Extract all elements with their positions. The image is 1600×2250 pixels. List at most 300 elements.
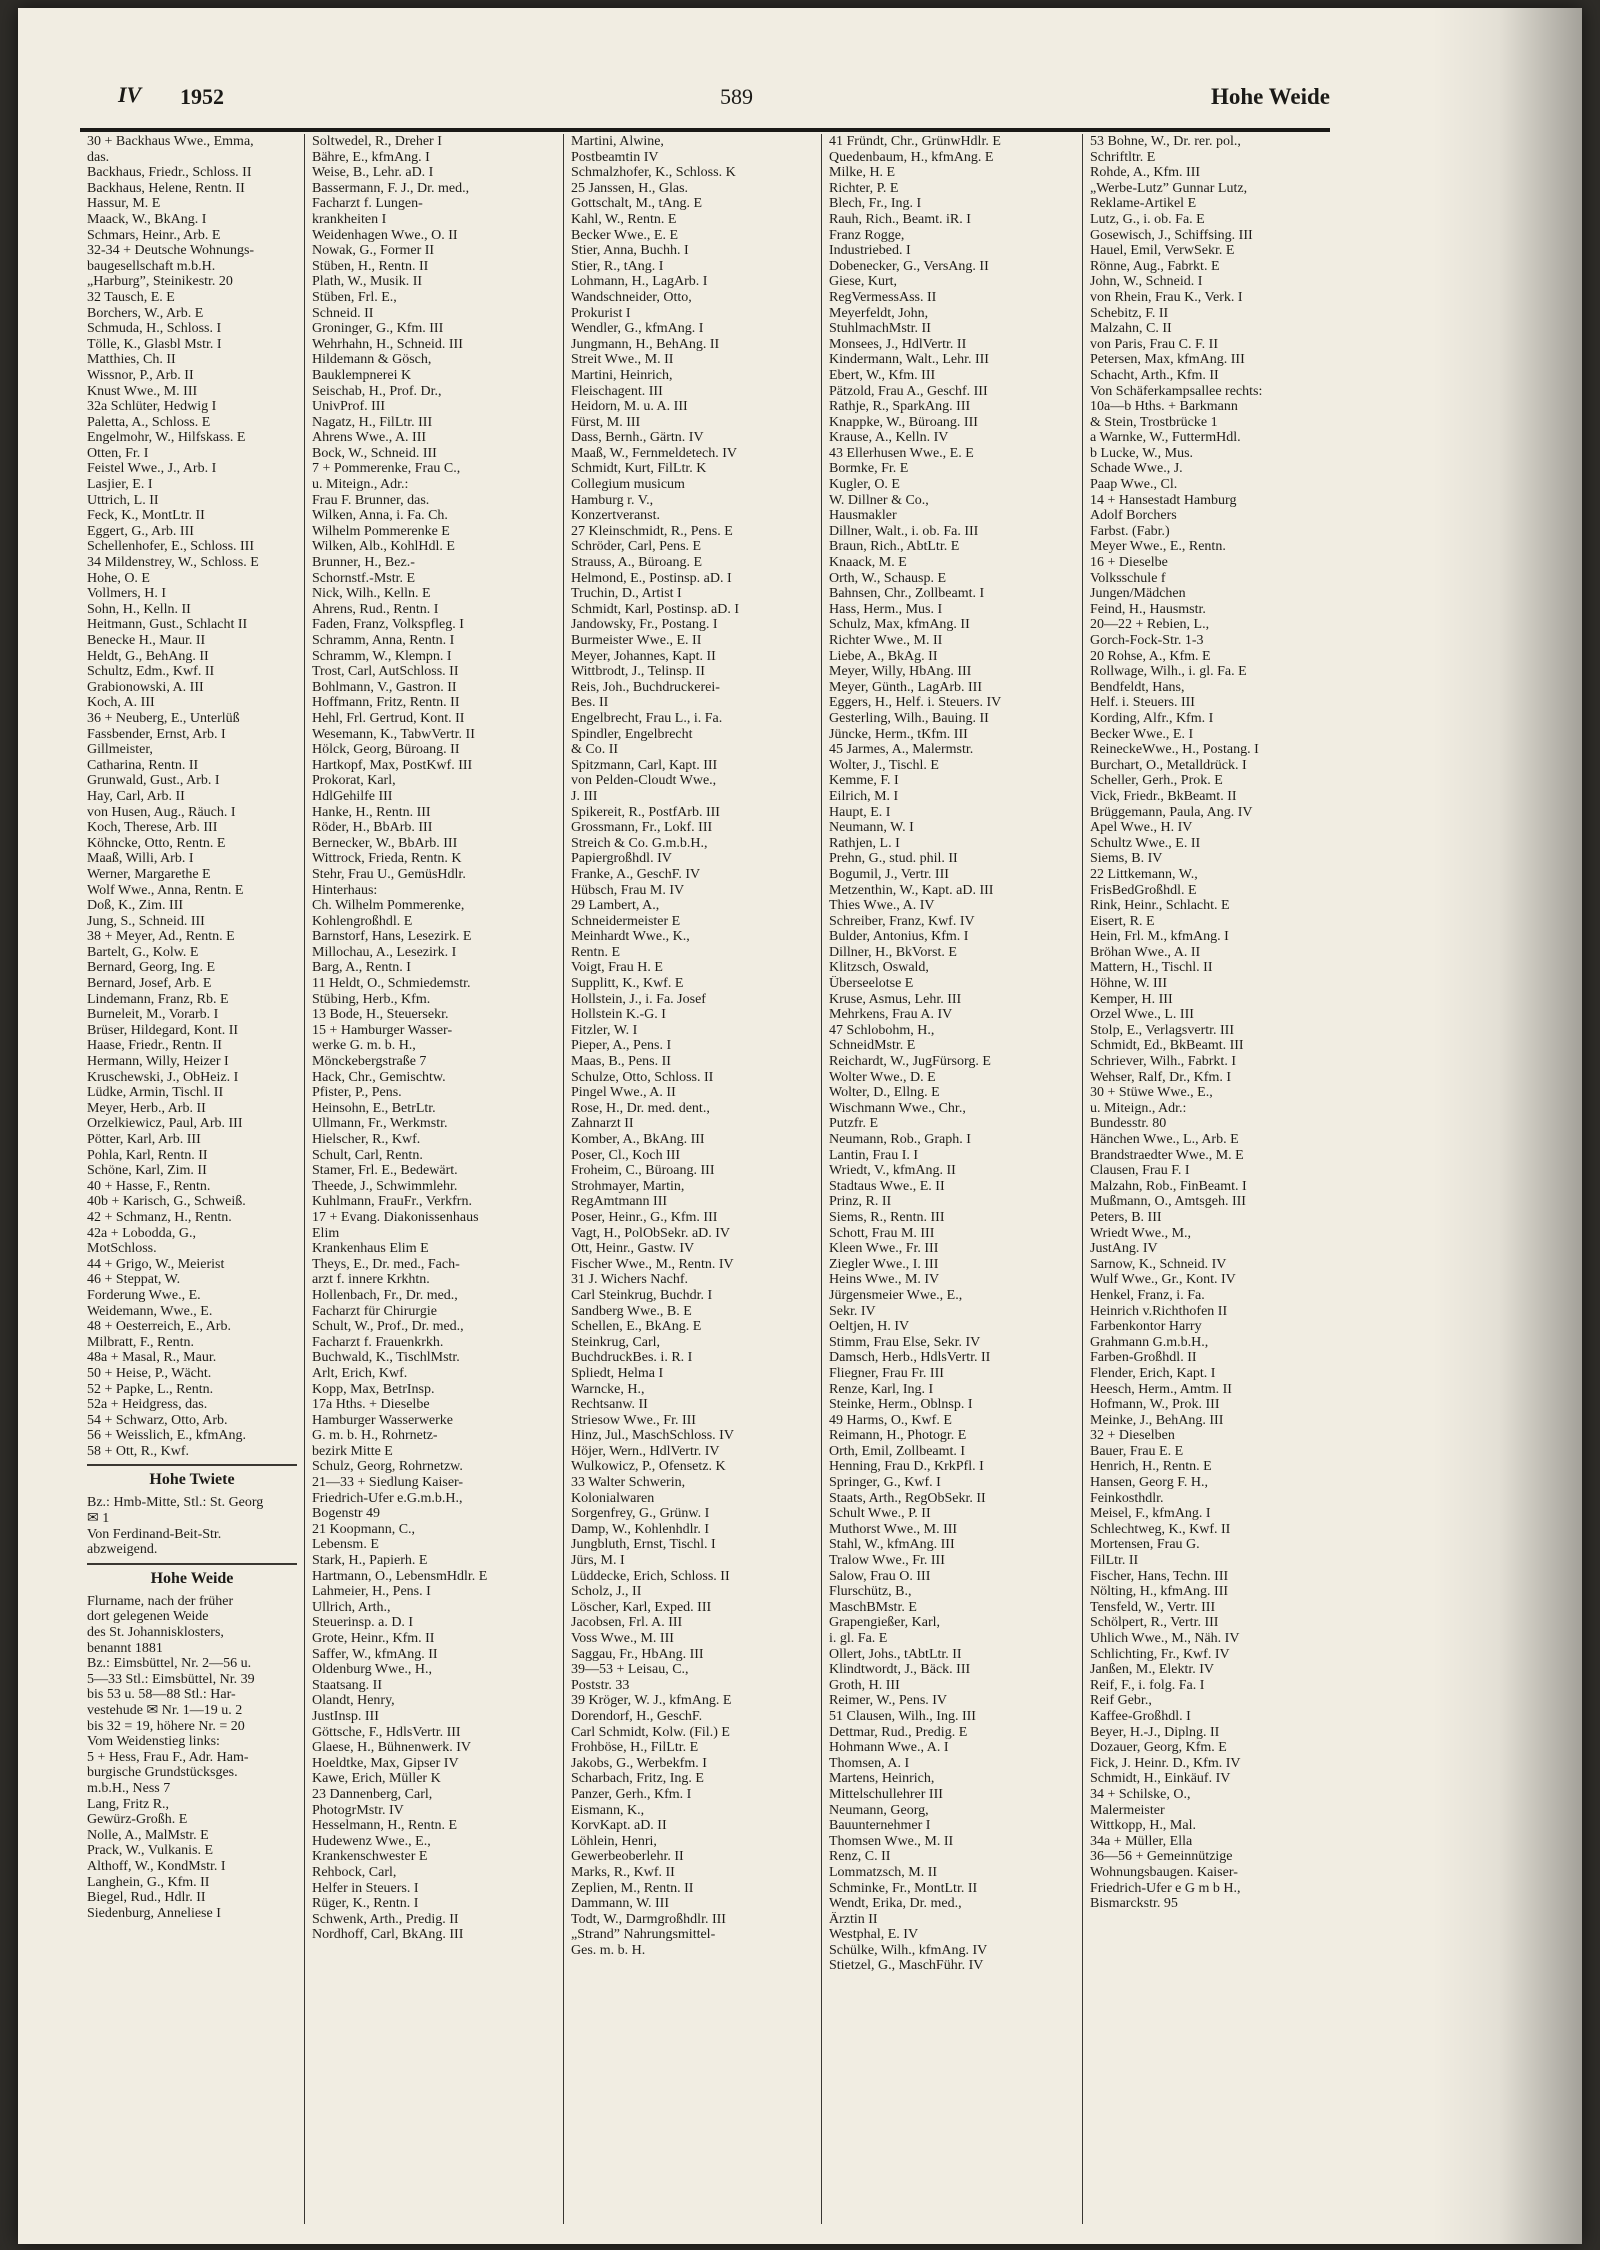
directory-entry-line: Schmidt, Kurt, FilLtr. K <box>571 461 707 477</box>
directory-entry-line: vestehude ✉ Nr. 1—19 u. 2 <box>87 1703 243 1718</box>
directory-page <box>18 8 1582 2244</box>
directory-entry-line: Mattern, H., Tischl. II <box>1090 960 1213 976</box>
directory-entry-line: m.b.H., Ness 7 <box>87 1780 171 1796</box>
directory-entry-line: des St. Johannisklosters, <box>87 1625 224 1641</box>
directory-entry-line: Helf. i. Steuers. III <box>1090 695 1195 711</box>
directory-entry-line: Lutz, G., i. ob. Fa. E <box>1090 211 1205 227</box>
directory-entry-line: Bauklempnerei K <box>312 367 412 383</box>
directory-entry-line: Knappke, W., Büroang. III <box>829 414 978 430</box>
directory-entry-line: 36—56 + Gemeinnützige <box>1090 1849 1233 1865</box>
directory-entry-line: Fischer, Hans, Techn. III <box>1090 1568 1229 1584</box>
directory-entry-line: Bähre, E., kfmAng. I <box>312 149 430 165</box>
directory-entry-line: Farbenkontor Harry <box>1090 1319 1202 1335</box>
directory-entry-line: Burchart, O., Metalldrück. I <box>1090 757 1247 773</box>
directory-entry-line: Hohe, O. E <box>87 570 150 586</box>
directory-entry-line: Stüben, Frl. E., <box>312 289 397 305</box>
directory-entry-line: Lindemann, Franz, Rb. E <box>87 991 229 1007</box>
directory-entry-line: Warncke, H., <box>571 1381 645 1397</box>
directory-entry-line: Bogumil, J., Vertr. III <box>829 866 949 882</box>
directory-entry-line: Richter Wwe., M. II <box>829 633 943 648</box>
directory-entry-line: 20—22 + Rebien, L., <box>1090 617 1210 633</box>
directory-entry-line: Kruse, Asmus, Lehr. III <box>829 991 962 1007</box>
directory-entry-line: Hauel, Emil, VerwSekr. E <box>1090 243 1235 259</box>
directory-entry-line: Meinhardt Wwe., K., <box>571 929 690 945</box>
directory-entry-line: Tensfeld, W., Vertr. III <box>1090 1599 1216 1615</box>
directory-entry-line: Krankenschwester E <box>312 1849 428 1865</box>
directory-entry-line: von Pelden-Cloudt Wwe., <box>571 773 717 789</box>
directory-entry-line: Komber, A., BkAng. III <box>571 1132 705 1147</box>
directory-entry-line: Prehn, G., stud. phil. II <box>829 851 958 867</box>
directory-entry-line: Wendt, Erika, Dr. med., <box>829 1896 962 1912</box>
directory-entry-line: abzweigend. <box>87 1542 158 1558</box>
directory-entry-line: Braun, Rich., AbtLtr. E <box>829 539 960 555</box>
directory-entry-line: Bauer, Frau E. E <box>1090 1443 1184 1459</box>
directory-entry-line: 40 + Hasse, F., Rentn. <box>87 1178 211 1194</box>
directory-entry-line: Friedrich-Ufer e.G.m.b.H., <box>312 1490 463 1506</box>
directory-entry-line: Jürgensmeier Wwe., E., <box>829 1287 963 1303</box>
directory-columns <box>80 134 1342 2224</box>
directory-entry-line: Siems, R., Rentn. III <box>829 1209 945 1225</box>
directory-entry-line: bis 53 u. 58—88 Stl.: Har- <box>87 1687 236 1703</box>
directory-entry-line: Nick, Wilh., Kelln. E <box>312 586 431 602</box>
directory-entry-line: Meyer, Herb., Arb. II <box>87 1100 206 1116</box>
directory-entry-line: 40b + Karisch, G., Schweiß. <box>87 1194 246 1210</box>
directory-entry-line: Renze, Karl, Ing. I <box>829 1381 934 1397</box>
directory-entry-line: HdlGehilfe III <box>312 788 393 804</box>
directory-entry-line: 51 Clausen, Wilh., Ing. III <box>829 1708 976 1724</box>
directory-entry-line: Dillner, H., BkVorst. E <box>829 944 957 960</box>
directory-entry-line: JustInsp. III <box>312 1708 379 1724</box>
directory-entry-line: Schulze, Otto, Schloss. II <box>571 1069 714 1085</box>
directory-entry-line: Matthies, Ch. II <box>87 352 176 368</box>
column-1 <box>80 134 304 2224</box>
directory-entry-line: Feck, K., MontLtr. II <box>87 508 205 524</box>
directory-entry-line: Feistel Wwe., J., Arb. I <box>87 461 217 477</box>
directory-entry-line: Reif Gebr., <box>1090 1693 1152 1709</box>
directory-entry-line: Heldt, G., BehAng. II <box>87 648 209 664</box>
directory-entry-line: Heitmann, Gust., Schlacht II <box>87 617 248 633</box>
directory-entry-line: Gesterling, Wilh., Bauing. II <box>829 710 989 726</box>
directory-entry-line: Malzahn, Rob., FinBeamt. I <box>1090 1178 1247 1194</box>
directory-entry-line: KorvKapt. aD. II <box>571 1818 667 1834</box>
directory-entry-line: Stier, R., tAng. I <box>571 258 664 274</box>
directory-entry-line: 30 + Stüwe Wwe., E., <box>1090 1085 1213 1101</box>
directory-entry-line: Pötter, Karl, Arb. III <box>87 1132 201 1147</box>
directory-entry-line: Fischer Wwe., M., Rentn. IV <box>571 1256 734 1272</box>
directory-entry-line: Kindermann, Walt., Lehr. III <box>829 352 989 368</box>
directory-entry-line: Grote, Heinr., Kfm. II <box>312 1631 435 1646</box>
directory-entry-line: Schramm, W., Klempn. I <box>312 648 452 664</box>
directory-entry-line: Dillner, Walt., i. ob. Fa. III <box>829 523 979 539</box>
column-2 <box>304 134 563 2224</box>
directory-entry-line: 47 Schlobohm, H., <box>829 1022 935 1038</box>
directory-entry-line: Martini, Heinrich, <box>571 367 673 383</box>
directory-entry-line: Neumann, W. I <box>829 820 914 836</box>
directory-entry-line: Schreiber, Franz, Kwf. IV <box>829 913 975 929</box>
directory-entry-line: UnivProf. III <box>312 399 386 415</box>
directory-entry-line: Rüger, K., Rentn. I <box>312 1896 419 1912</box>
directory-entry-line: Thomsen Wwe., M. II <box>829 1833 954 1849</box>
directory-entry-line: Nordhoff, Carl, BkAng. III <box>312 1927 464 1943</box>
directory-entry-line: Becker Wwe., E. E <box>571 227 679 243</box>
directory-entry-line: Heesch, Herm., Amtm. II <box>1090 1381 1232 1397</box>
directory-entry-line: Siems, B. IV <box>1090 851 1163 867</box>
directory-entry-line: Richter, P. E <box>829 180 899 196</box>
directory-entry-line: Mortensen, Frau G. <box>1090 1537 1200 1553</box>
directory-entry-line: „Harburg”, Steinikestr. 20 <box>87 274 233 290</box>
directory-entry-line: Kleen Wwe., Fr. III <box>829 1241 939 1257</box>
directory-entry-line: dort gelegenen Weide <box>87 1609 209 1625</box>
directory-entry-line: Schröder, Carl, Pens. E <box>571 539 702 555</box>
directory-entry-line: Henkel, Franz, i. Fa. <box>1090 1287 1205 1303</box>
directory-entry-line: Zahnarzt II <box>571 1116 634 1132</box>
directory-entry-line: Muthorst Wwe., M. III <box>829 1521 958 1537</box>
directory-entry-line: Schminke, Fr., MontLtr. II <box>829 1880 978 1896</box>
directory-entry-line: Voigt, Frau H. E <box>571 960 663 976</box>
directory-entry-line: burgische Grundstücksges. <box>87 1765 238 1781</box>
directory-entry-line: Maaß, W., Fernmeldetech. IV <box>571 445 738 461</box>
directory-entry-line: Prack, W., Vulkanis. E <box>87 1843 214 1859</box>
directory-entry-line: 39—53 + Leisau, C., <box>571 1662 689 1678</box>
directory-entry-line: Plath, W., Musik. II <box>312 274 423 290</box>
directory-entry-line: Neumann, Rob., Graph. I <box>829 1132 971 1147</box>
directory-entry-line: Pingel Wwe., A. II <box>571 1085 676 1101</box>
directory-entry-line: Vollmers, H. I <box>87 586 167 602</box>
directory-entry-line: Schultz Wwe., E. II <box>1090 835 1201 851</box>
directory-entry-line: Doß, K., Zim. III <box>87 898 184 914</box>
directory-entry-line: Vagt, H., PolObSekr. aD. IV <box>571 1225 731 1241</box>
directory-entry-line: Orth, Emil, Zollbeamt. I <box>829 1443 966 1459</box>
directory-entry-line: Spikereit, R., PostfArb. III <box>571 804 720 820</box>
directory-entry-line: Strohmayer, Martin, <box>571 1178 685 1194</box>
directory-entry-line: Wittbrodt, J., Telinsp. II <box>571 664 705 680</box>
directory-entry-line: Franke, A., GeschF. IV <box>571 866 701 882</box>
directory-entry-line: Göttsche, F., HdlsVertr. III <box>312 1724 461 1740</box>
directory-entry-line: „Strand” Nahrungsmittel- <box>571 1927 716 1943</box>
directory-entry-line: Bismarckstr. 95 <box>1090 1896 1178 1912</box>
directory-entry-line: Bundesstr. 80 <box>1090 1116 1167 1132</box>
directory-entry-line: 58 + Ott, R., Kwf. <box>87 1443 190 1459</box>
directory-entry-line: Lohmann, H., LagArb. I <box>571 274 708 290</box>
directory-entry-line: 32-34 + Deutsche Wohnungs- <box>87 243 255 259</box>
directory-entry-line: Dettmar, Rud., Predig. E <box>829 1724 968 1740</box>
directory-entry-line: Facharzt f. Lungen- <box>312 196 423 212</box>
directory-entry-line: Pfister, P., Pens. <box>312 1085 402 1101</box>
directory-entry-line: Lüddecke, Erich, Schloss. II <box>571 1568 730 1584</box>
directory-entry-line: 41 Fründt, Chr., GrünwHdlr. E <box>829 134 1001 149</box>
directory-entry-line: Klitzsch, Oswald, <box>829 960 929 976</box>
directory-entry-line: Grabionowski, A. III <box>87 679 204 695</box>
directory-entry-line: Kawe, Erich, Müller K <box>312 1771 441 1787</box>
directory-entry-line: Ollert, Johs., tAbtLtr. II <box>829 1646 962 1662</box>
directory-entry-line: 32 Tausch, E. E <box>87 289 175 305</box>
directory-entry-line: Schneidermeister E <box>571 913 681 929</box>
page-gutter-shadow <box>1432 8 1582 2244</box>
directory-entry-line: Feinkosthdlr. <box>1090 1490 1164 1506</box>
directory-entry-line: Steinkrug, Carl, <box>571 1334 661 1350</box>
directory-entry-line: Schmidt, H., Einkäuf. IV <box>1090 1771 1231 1787</box>
directory-entry-line: Lang, Fritz R., <box>87 1796 170 1812</box>
directory-entry-line: Kruschewski, J., ObHeiz. I <box>87 1069 239 1085</box>
directory-entry-line: Marks, R., Kwf. II <box>571 1864 675 1880</box>
directory-entry-line: Schacht, Arth., Kfm. II <box>1090 367 1219 383</box>
directory-entry-line: Brandstraedter Wwe., M. E <box>1090 1147 1244 1163</box>
directory-entry-line: Strauss, A., Büroang. E <box>571 555 703 571</box>
directory-entry-line: benannt 1881 <box>87 1640 163 1656</box>
directory-entry-line: Sandberg Wwe., B. E <box>571 1303 692 1319</box>
directory-entry-line: Löscher, Karl, Exped. III <box>571 1599 712 1615</box>
directory-entry-line: Mittelschullehrer III <box>829 1786 943 1802</box>
directory-entry-line: „Werbe-Lutz” Gunnar Lutz, <box>1090 180 1248 196</box>
directory-entry-line: Schott, Frau M. III <box>829 1225 935 1241</box>
directory-entry-line: Feind, H., Hausmstr. <box>1090 601 1206 617</box>
directory-entry-line: Von Schäferkampsallee rechts: <box>1090 383 1263 399</box>
directory-entry-line: Rose, H., Dr. med. dent., <box>571 1100 710 1116</box>
directory-entry-line: Adolf Borchers <box>1090 508 1177 524</box>
directory-entry-line: Uhlich Wwe., M., Näh. IV <box>1090 1631 1240 1646</box>
directory-entry-line: 17 + Evang. Diakonissenhaus <box>312 1209 479 1225</box>
directory-entry-line: Paletta, A., Schloss. E <box>87 414 211 430</box>
directory-entry-line: Eilrich, M. I <box>829 788 899 804</box>
directory-entry-line: Schellenhofer, E., Schloss. III <box>87 539 255 555</box>
directory-entry-line: Ziegler Wwe., I. III <box>829 1256 939 1272</box>
directory-entry-line: Seischab, H., Prof. Dr., <box>312 383 442 399</box>
directory-entry-line: Althoff, W., KondMstr. I <box>87 1858 226 1874</box>
directory-entry-line: von Paris, Frau C. F. II <box>1090 336 1218 352</box>
directory-entry-line: 48a + Masal, R., Maur. <box>87 1350 217 1366</box>
directory-entry-line: Stehr, Frau U., GemüsHdlr. <box>312 866 466 882</box>
directory-entry-line: Schebitz, F. II <box>1090 305 1169 321</box>
directory-entry-line: Stadtaus Wwe., E. II <box>829 1178 945 1194</box>
directory-entry-line: Saffer, W., kfmAng. II <box>312 1646 438 1662</box>
directory-entry-line: Rehbock, Carl, <box>312 1864 397 1880</box>
directory-entry-line: Orzel Wwe., L. III <box>1090 1007 1194 1023</box>
directory-entry-line: Malermeister <box>1090 1802 1165 1818</box>
directory-entry-line: Maack, W., BkAng. I <box>87 211 207 227</box>
section-divider <box>87 1464 297 1466</box>
directory-entry-line: Rink, Heinr., Schlacht. E <box>1090 898 1230 914</box>
directory-entry-line: Höjer, Wern., HdlVertr. IV <box>571 1443 720 1459</box>
directory-entry-line: Rauh, Rich., Beamt. iR. I <box>829 211 971 227</box>
directory-entry-line: Dozauer, Georg, Kfm. E <box>1090 1740 1227 1756</box>
directory-entry-line: Spindler, Engelbrecht <box>571 726 693 742</box>
directory-entry-line: Giese, Kurt, <box>829 274 898 290</box>
directory-entry-line: Poststr. 33 <box>571 1677 630 1693</box>
directory-entry-line: Klindtwordt, J., Bäck. III <box>829 1662 971 1678</box>
directory-entry-line: 32a Schlüter, Hedwig I <box>87 399 217 415</box>
directory-entry-line: Kolonialwaren <box>571 1490 655 1506</box>
directory-entry-line: Carl Steinkrug, Buchdr. I <box>571 1287 713 1303</box>
directory-entry-line: Dass, Bernh., Gärtn. IV <box>571 430 704 446</box>
directory-entry-line: Benecke H., Maur. II <box>87 633 206 648</box>
directory-entry-line: Schneid. II <box>312 305 374 321</box>
directory-entry-line: Schölpert, R., Vertr. III <box>1090 1615 1219 1631</box>
directory-entry-line: 10a—b Hths. + Barkmann <box>1090 399 1238 415</box>
directory-entry-line: FilLtr. II <box>1090 1553 1139 1569</box>
directory-entry-line: Eismann, K., <box>571 1802 645 1818</box>
directory-entry-line: Rechtsanw. II <box>571 1397 648 1413</box>
directory-entry-line: Gewerbeoberlehr. II <box>571 1849 684 1865</box>
directory-entry-line: i. gl. Fa. E <box>829 1631 888 1646</box>
directory-entry-line: Schlichting, Fr., Kwf. IV <box>1090 1646 1230 1662</box>
directory-entry-line: 52 + Papke, L., Rentn. <box>87 1381 214 1397</box>
directory-entry-line: Paap Wwe., Cl. <box>1090 477 1178 493</box>
directory-entry-line: Hesselmann, H., Rentn. E <box>312 1818 458 1834</box>
directory-entry-line: Trost, Carl, AutSchloss. II <box>312 664 459 680</box>
directory-entry-line: Prinz, R. II <box>829 1194 892 1210</box>
directory-entry-line: Theys, E., Dr. med., Fach- <box>312 1256 460 1272</box>
directory-entry-line: Bes. II <box>571 695 609 711</box>
directory-entry-line: 49 Harms, O., Kwf. E <box>829 1412 952 1428</box>
directory-entry-line: Wissnor, P., Arb. II <box>87 367 194 383</box>
directory-entry-line: 36 + Neuberg, E., Unterlüß <box>87 710 240 726</box>
directory-entry-line: Wriedt Wwe., M., <box>1090 1225 1192 1241</box>
directory-entry-line: Wulkowicz, P., Ofensetz. K <box>571 1459 726 1475</box>
directory-entry-line: Buchwald, K., TischlMstr. <box>312 1350 460 1366</box>
directory-entry-line: Hanke, H., Rentn. III <box>312 804 431 820</box>
directory-entry-line: Schellen, E., BkAng. E <box>571 1319 702 1335</box>
directory-entry-line: Köhncke, Otto, Rentn. E <box>87 835 226 851</box>
directory-entry-line: Wandschneider, Otto, <box>571 289 692 305</box>
directory-entry-line: Ch. Wilhelm Pommerenke, <box>312 898 465 914</box>
directory-entry-line: Krause, A., Kelln. IV <box>829 430 949 446</box>
directory-entry-line: Friedrich-Ufer e G m b H., <box>1090 1880 1241 1896</box>
directory-entry-line: Jüncke, Herm., tKfm. III <box>829 726 968 742</box>
directory-entry-line: Thies Wwe., A. IV <box>829 898 935 914</box>
directory-entry-line: b Lucke, W., Mus. <box>1090 445 1194 461</box>
directory-entry-line: Hübsch, Frau M. IV <box>571 882 685 898</box>
directory-entry-line: Hehl, Frl. Gertrud, Kont. II <box>312 710 465 726</box>
directory-entry-line: Wolter, D., Ellng. E <box>829 1085 940 1101</box>
directory-entry-line: Milke, H. E <box>829 165 896 181</box>
directory-entry-line: Bartelt, G., Kolw. E <box>87 944 199 960</box>
directory-entry-line: Blech, Fr., Ing. I <box>829 196 922 212</box>
directory-entry-line: Lahmeier, H., Pens. I <box>312 1584 431 1600</box>
directory-entry-line: Lebensm. E <box>312 1537 379 1553</box>
directory-entry-line: 34 Mildenstrey, W., Schloss. E <box>87 555 259 571</box>
directory-entry-line: Maaß, Willi, Arb. I <box>87 851 194 867</box>
directory-entry-line: Renz, C. II <box>829 1849 891 1865</box>
directory-entry-line: Nowak, G., Former II <box>312 243 435 259</box>
directory-entry-line: Kohlengroßhdl. E <box>312 913 413 929</box>
directory-entry-line: von Husen, Aug., Räuch. I <box>87 804 236 820</box>
directory-entry-line: Schulz, Max, kfmAng. II <box>829 617 970 633</box>
column-5 <box>1082 134 1342 2224</box>
directory-entry-line: Grunwald, Gust., Arb. I <box>87 773 220 789</box>
directory-entry-line: Flender, Erich, Kapt. I <box>1090 1365 1216 1381</box>
directory-entry-line: Siedenburg, Anneliese I <box>87 1905 221 1921</box>
directory-entry-line: Brüggemann, Paula, Ang. IV <box>1090 804 1253 820</box>
directory-entry-line: Steuerinsp. a. D. I <box>312 1615 414 1631</box>
directory-entry-line: Staatsang. II <box>312 1677 382 1693</box>
directory-entry-line: das. <box>87 149 110 165</box>
directory-entry-line: Neumann, Georg, <box>829 1802 929 1818</box>
directory-entry-line: Weise, B., Lehr. aD. I <box>312 165 434 181</box>
directory-entry-line: Voss Wwe., M. III <box>571 1631 674 1646</box>
directory-entry-line: Kopp, Max, BetrInsp. <box>312 1381 435 1397</box>
directory-entry-line: Todt, W., Darmgroßhdlr. III <box>571 1911 726 1927</box>
directory-entry-line: Spliedt, Helma I <box>571 1365 664 1381</box>
directory-entry-line: BuchdruckBes. i. R. I <box>571 1350 693 1366</box>
directory-entry-line: 20 Rohse, A., Kfm. E <box>1090 648 1211 664</box>
directory-entry-line: Janßen, M., Elektr. IV <box>1090 1662 1215 1678</box>
directory-entry-line: Burmeister Wwe., E. II <box>571 633 702 648</box>
directory-entry-line: Hoeldtke, Max, Gipser IV <box>312 1755 459 1771</box>
directory-entry-line: 11 Heldt, O., Schmiedemstr. <box>312 976 471 992</box>
directory-entry-line: 38 + Meyer, Ad., Rentn. E <box>87 929 235 945</box>
directory-entry-line: von Rhein, Frau K., Verk. I <box>1090 289 1243 305</box>
directory-entry-line: & Stein, Trostbrücke 1 <box>1090 414 1218 430</box>
directory-entry-line: 17a Hths. + Dieselbe <box>312 1397 430 1413</box>
directory-entry-line: Farbst. (Fabr.) <box>1090 523 1170 539</box>
page-number: 589 <box>720 84 753 109</box>
directory-entry-line: Überseelotse E <box>829 976 914 992</box>
directory-entry-line: Grahmann G.m.b.H., <box>1090 1334 1209 1350</box>
directory-entry-line: 29 Lambert, A., <box>571 898 660 914</box>
directory-entry-line: Wesemann, K., TabwVertr. II <box>312 726 475 742</box>
street-section-title: Hohe Weide <box>150 1569 234 1587</box>
directory-entry-line: Backhaus, Friedr., Schloss. II <box>87 165 252 181</box>
directory-entry-line: Höhne, W. III <box>1090 976 1167 992</box>
directory-entry-line: Reklame-Artikel E <box>1090 196 1197 212</box>
directory-entry-line: Fürst, M. III <box>571 414 641 430</box>
directory-entry-line: Franz Rogge, <box>829 227 905 243</box>
directory-entry-line: Tralow Wwe., Fr. III <box>829 1553 945 1569</box>
directory-entry-line: JustAng. IV <box>1090 1241 1158 1257</box>
directory-entry-line: Hollstein K.-G. I <box>571 1007 666 1023</box>
directory-entry-line: 44 + Grigo, W., Meierist <box>87 1256 225 1272</box>
directory-entry-line: 34 + Schilske, O., <box>1090 1786 1191 1802</box>
directory-entry-line: Tölle, K., Glasbl Mstr. I <box>87 336 222 352</box>
directory-entry-line: Frau F. Brunner, das. <box>312 492 430 508</box>
directory-entry-line: Stark, H., Papierh. E <box>312 1553 428 1569</box>
directory-entry-line: Rollwage, Wilh., i. gl. Fa. E <box>1090 664 1247 680</box>
directory-entry-line: Facharzt f. Frauenkrkh. <box>312 1334 444 1350</box>
directory-entry-line: Vick, Friedr., BkBeamt. II <box>1090 788 1237 804</box>
directory-entry-line: Hinterhaus: <box>312 882 378 898</box>
directory-entry-line: Jungmann, H., BehAng. II <box>571 336 720 352</box>
directory-entry-line: Bröhan Wwe., A. II <box>1090 944 1201 960</box>
directory-entry-line: Barnstorf, Hans, Lesezirk. E <box>312 929 472 945</box>
directory-entry-line: Löhlein, Henri, <box>571 1833 657 1849</box>
directory-entry-line: SchneidMstr. E <box>829 1038 916 1054</box>
volume-number: IV <box>118 82 142 107</box>
directory-entry-line: Bohlmann, V., Gastron. II <box>312 679 457 695</box>
directory-entry-line: Jakobs, G., Werbekfm. I <box>571 1755 707 1771</box>
directory-entry-line: 32 + Dieselben <box>1090 1428 1175 1444</box>
directory-entry-line: Pieper, A., Pens. I <box>571 1038 672 1054</box>
directory-entry-line: Hollenbach, Fr., Dr. med., <box>312 1287 458 1303</box>
directory-entry-line: Jungen/Mädchen <box>1090 586 1186 602</box>
directory-entry-line: Industriebed. I <box>829 243 911 259</box>
directory-entry-line: Reis, Joh., Buchdruckerei- <box>571 679 720 695</box>
directory-entry-line: Schmidt, Karl, Postinsp. aD. I <box>571 601 739 617</box>
directory-entry-line: 27 Kleinschmidt, R., Pens. E <box>571 523 733 539</box>
directory-entry-line: Helmond, E., Postinsp. aD. I <box>571 570 732 586</box>
directory-entry-line: Reif, F., i. folg. Fa. I <box>1090 1677 1205 1693</box>
directory-entry-line: Wilhelm Pommerenke E <box>312 523 450 539</box>
directory-entry-line: 5—33 Stl.: Eimsbüttel, Nr. 39 <box>87 1671 255 1687</box>
directory-entry-line: Rentn. E <box>571 944 620 960</box>
directory-entry-line: Reimer, W., Pens. IV <box>829 1693 948 1709</box>
directory-entry-line: Putzfr. E <box>829 1116 878 1132</box>
directory-entry-line: Brüser, Hildegard, Kont. II <box>87 1022 239 1038</box>
directory-entry-line: 56 + Weisslich, E., kfmAng. <box>87 1428 246 1444</box>
directory-entry-line: 52a + Heidgress, das. <box>87 1397 208 1413</box>
directory-entry-line: Kemper, H. III <box>1090 991 1173 1007</box>
directory-entry-line: Rohde, A., Kfm. III <box>1090 165 1201 181</box>
directory-entry-line: Carl Schmidt, Kolw. (Fil.) E <box>571 1724 730 1740</box>
